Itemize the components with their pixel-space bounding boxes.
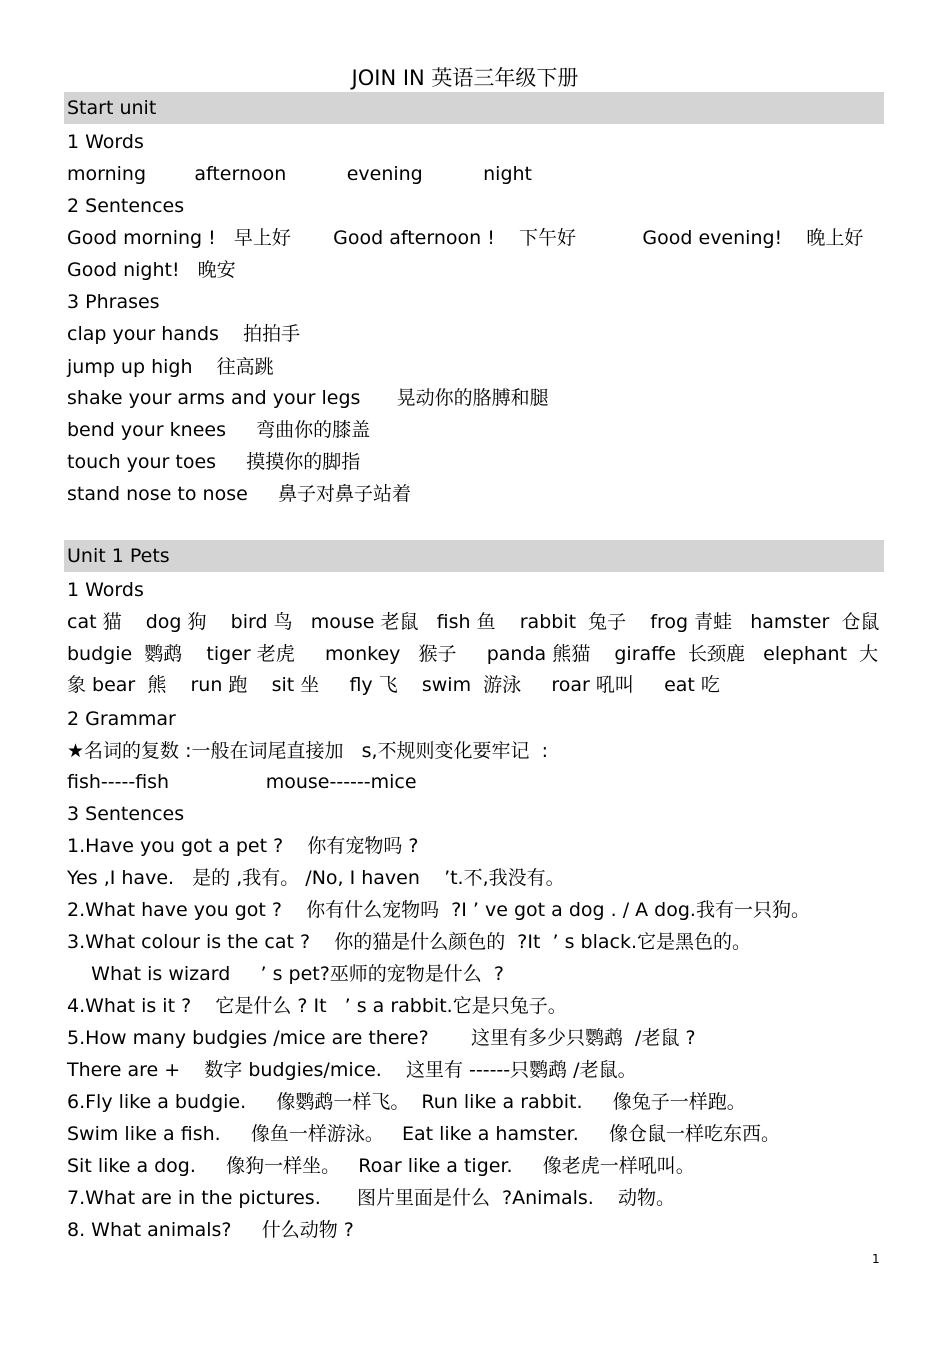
phrase-line: stand nose to nose 鼻子对鼻子站着 — [67, 483, 411, 505]
word-list-line: budgie 鹦鹉 tiger 老虎 monkey 猴子 panda 熊猫 giraffe 长颈鹿 elephant 大 — [67, 643, 879, 665]
phrase-line: shake your arms and your legs 晃动你的胳膊和腿 — [67, 387, 549, 409]
subheading-sentences: 3 Sentences — [67, 803, 185, 825]
page-number: 1 — [872, 1252, 880, 1266]
phrase-line: clap your hands 拍拍手 — [67, 323, 301, 345]
sentence-line: Swim like a fish. 像鱼一样游泳。 Eat like a hamster. 像仓鼠一样吃东西。 — [67, 1123, 780, 1145]
phrase-line: bend your knees 弯曲你的膝盖 — [67, 419, 371, 441]
subheading-phrases: 3 Phrases — [67, 291, 160, 313]
sentence-line: 7.What are in the pictures. 图片里面是什么 ?Animals. 动物。 — [67, 1187, 675, 1209]
word-list-line: morning afternoon evening night — [67, 163, 533, 185]
word-list-line: cat 猫 dog 狗 bird 鸟 mouse 老鼠 fish 鱼 rabbit 兔子 frog 青蛙 hamster 仓鼠 — [67, 611, 880, 633]
phrase-line: jump up high 往高跳 — [67, 356, 274, 378]
sentence-line: 8. What animals? 什么动物 ? — [67, 1219, 354, 1241]
subheading-grammar: 2 Grammar — [67, 708, 176, 730]
sentence-line: What is wizard ’ s pet?巫师的宠物是什么 ? — [67, 963, 504, 985]
sentence-line: 5.How many budgies /mice are there? 这里有多少只鹦鹉 /老鼠 ? — [67, 1027, 696, 1049]
section-heading-unit1 — [64, 540, 884, 572]
subheading-words: 1 Words — [67, 131, 144, 153]
sentence-line: 2.What have you got ? 你有什么宠物吗 ?I ’ ve got a dog . / A dog.我有一只狗。 — [67, 899, 810, 921]
subheading-words: 1 Words — [67, 579, 144, 601]
grammar-rule: ★名词的复数 :一般在词尾直接加 s,不规则变化要牢记 : — [67, 740, 549, 762]
sentence-line: There are + 数字 budgies/mice. 这里有 ------只鹦鹉 /老鼠。 — [67, 1059, 637, 1081]
section-heading-start-unit — [64, 92, 884, 124]
sentence-line: 1.Have you got a pet ? 你有宠物吗 ? — [67, 835, 419, 857]
sentence-line: 4.What is it ? 它是什么 ? It ’ s a rabbit.它是只兔子。 — [67, 995, 567, 1017]
sentence-line: 3.What colour is the cat ? 你的猫是什么颜色的 ?It ’ s black.它是黑色的。 — [67, 931, 752, 953]
section-heading-label: Start unit — [67, 97, 157, 119]
section-heading-label: Unit 1 Pets — [67, 545, 170, 567]
sentence-line: Yes ,I have. 是的 ,我有。 /No, I haven ’t.不,我没有。 — [67, 867, 565, 889]
sentence-line: 6.Fly like a budgie. 像鹦鹉一样飞。 Run like a rabbit. 像兔子一样跑。 — [67, 1091, 746, 1113]
subheading-sentences: 2 Sentences — [67, 195, 185, 217]
sentence-line: Sit like a dog. 像狗一样坐。 Roar like a tiger. 像老虎一样吼叫。 — [67, 1155, 695, 1177]
word-list-line: 象 bear 熊 run 跑 sit 坐 fly 飞 swim 游泳 roar 吼叫 eat 吃 — [67, 674, 720, 696]
phrase-line: touch your toes 摸摸你的脚指 — [67, 451, 361, 473]
page-title: JOIN IN 英语三年级下册 — [351, 66, 579, 90]
grammar-example: fish-----fish mouse------mice — [67, 771, 417, 793]
sentence-line: Good morning ! 早上好 Good afternoon ! 下午好 Good evening! 晚上好 — [67, 227, 864, 249]
sentence-line: Good night! 晚安 — [67, 259, 236, 281]
